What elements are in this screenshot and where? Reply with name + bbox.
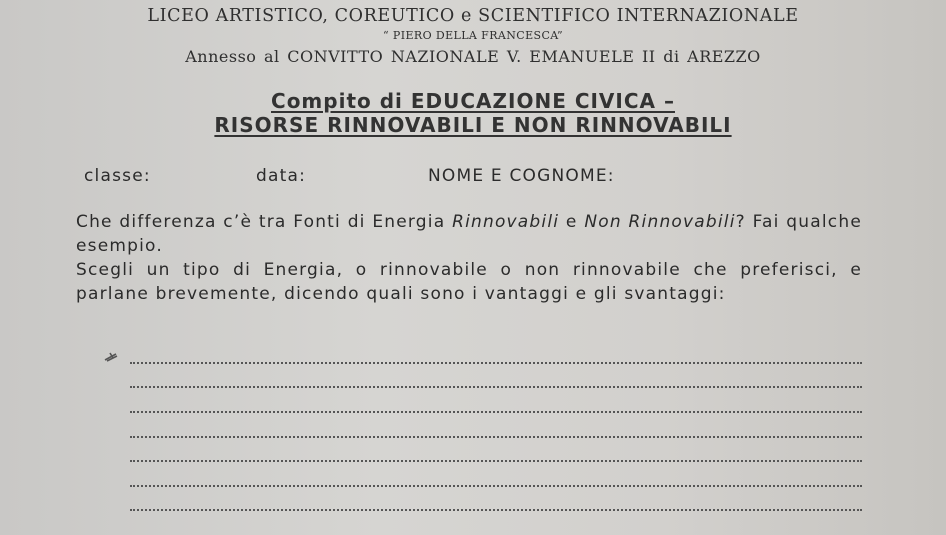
- question-1-text-a: Che differenza c’è tra Fonti di Energia: [76, 212, 453, 232]
- answer-line-2[interactable]: [130, 386, 862, 388]
- answer-line-3[interactable]: [130, 411, 862, 413]
- class-label: classe:: [84, 166, 151, 186]
- annex-line: Annesso al CONVITTO NAZIONALE V. EMANUELE II di AREZZO: [185, 47, 761, 66]
- answer-line-7[interactable]: [130, 509, 862, 511]
- pencil-mark-icon: [104, 352, 118, 362]
- question-1-text-c: ? Fai qualche esempio.: [76, 212, 862, 256]
- question-1-renewable: Rinnovabili: [452, 212, 560, 232]
- name-label: NOME E COGNOME:: [428, 166, 615, 186]
- answer-line-6[interactable]: [130, 485, 862, 487]
- worksheet-title-line2: RISORSE RINNOVABILI E NON RINNOVABILI: [214, 113, 732, 137]
- worksheet-title-line1: Compito di EDUCAZIONE CIVICA –: [271, 89, 675, 113]
- date-label: data:: [256, 166, 307, 186]
- answer-line-1[interactable]: [130, 362, 862, 364]
- school-name: “ PIERO DELLA FRANCESCA”: [382, 29, 564, 42]
- question-1-nonrenewable: Non Rinnovabili: [584, 212, 736, 232]
- question-1: [76, 210, 862, 258]
- school-line: LICEO ARTISTICO, COREUTICO e SCIENTIFICO INTERNAZIONALE: [147, 6, 799, 26]
- question-1-text-b: e: [559, 212, 585, 232]
- answer-line-5[interactable]: [130, 460, 862, 462]
- answer-line-4[interactable]: [130, 436, 862, 438]
- question-2: Scegli un tipo di Energia, o rinnovabile o non rinnovabile che preferisci, e parlane brevemente, dicendo quali sono i vantaggi e gli svantaggi:: [76, 260, 862, 304]
